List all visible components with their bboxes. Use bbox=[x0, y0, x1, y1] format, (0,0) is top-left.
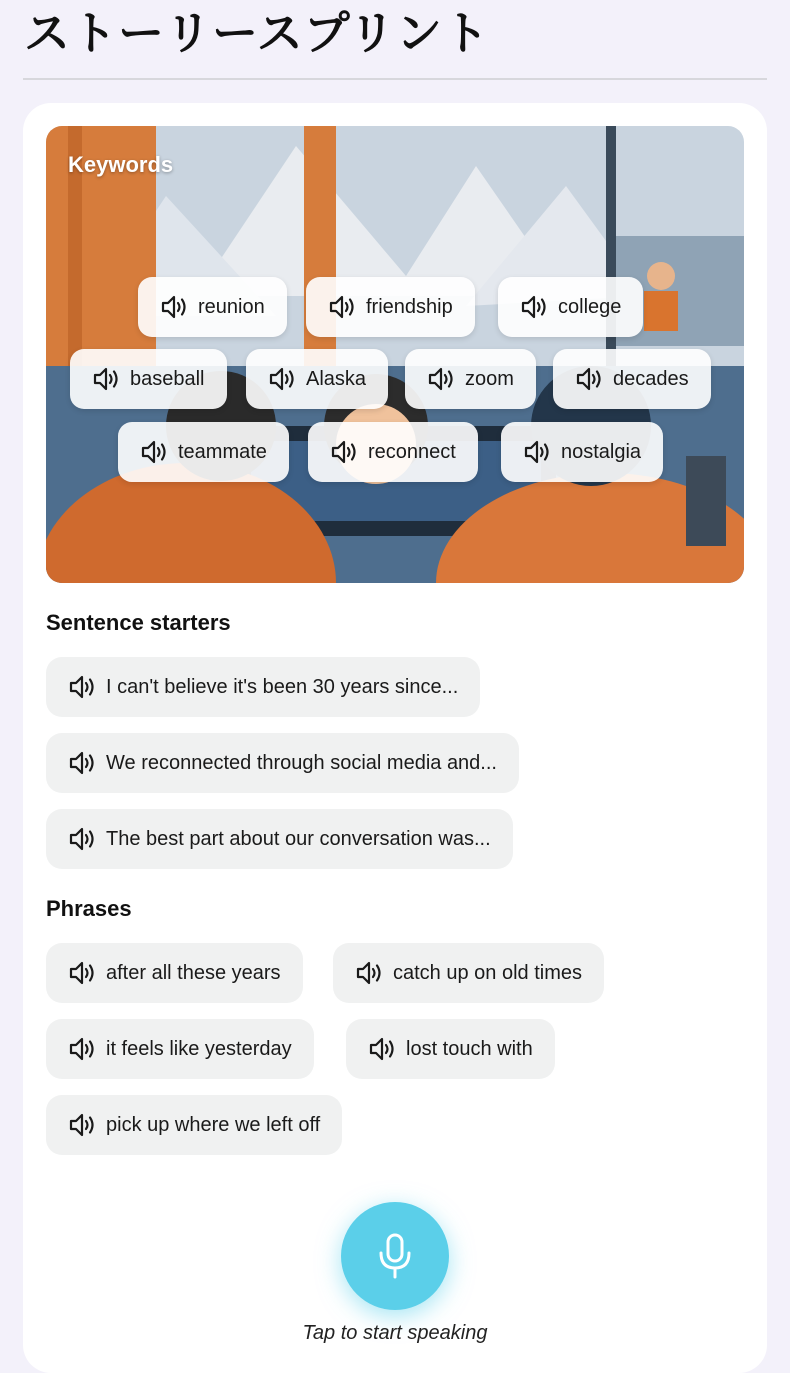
speaker-icon bbox=[355, 960, 385, 986]
keywords-label: Keywords bbox=[68, 152, 174, 177]
phrase-label: pick up where we left off bbox=[106, 1113, 321, 1136]
content-card bbox=[23, 103, 767, 1373]
sentence-starter-label: We reconnected through social media and... bbox=[106, 751, 497, 774]
speaker-icon bbox=[160, 294, 190, 320]
speaker-icon bbox=[68, 826, 98, 852]
keyword-chip[interactable] bbox=[70, 349, 227, 409]
sentence-starter-chip[interactable] bbox=[46, 809, 513, 869]
microphone-icon bbox=[375, 1232, 415, 1280]
phrases-heading: Phrases bbox=[46, 896, 132, 921]
speaker-icon bbox=[575, 366, 605, 392]
keyword-chip[interactable] bbox=[246, 349, 388, 409]
sentence-starter-label: I can't believe it's been 30 years since... bbox=[106, 675, 459, 698]
keyword-chip[interactable] bbox=[308, 422, 478, 482]
keyword-label: baseball bbox=[130, 367, 205, 390]
keyword-label: Alaska bbox=[306, 367, 367, 390]
keyword-chip[interactable] bbox=[498, 277, 643, 337]
phrase-chip[interactable] bbox=[46, 1095, 342, 1155]
keyword-chip[interactable] bbox=[405, 349, 536, 409]
speaker-icon bbox=[92, 366, 122, 392]
sentence-starter-chip[interactable] bbox=[46, 733, 519, 793]
phrase-label: after all these years bbox=[106, 961, 281, 984]
keyword-label: zoom bbox=[465, 367, 514, 390]
keyword-label: nostalgia bbox=[561, 440, 642, 463]
phrase-label: lost touch with bbox=[406, 1037, 533, 1060]
keyword-chip[interactable] bbox=[118, 422, 289, 482]
title-divider bbox=[23, 78, 767, 80]
mic-button[interactable] bbox=[341, 1202, 449, 1310]
keywords-hero bbox=[46, 126, 744, 583]
keyword-label: college bbox=[558, 295, 622, 318]
phrase-label: catch up on old times bbox=[393, 961, 582, 984]
keyword-chip[interactable] bbox=[553, 349, 711, 409]
keyword-label: reconnect bbox=[368, 440, 456, 463]
keyword-label: friendship bbox=[366, 295, 453, 318]
speaker-icon bbox=[427, 366, 457, 392]
speaker-icon bbox=[520, 294, 550, 320]
speaker-icon bbox=[328, 294, 358, 320]
speaker-icon bbox=[68, 674, 98, 700]
sentence-starters-heading: Sentence starters bbox=[46, 610, 231, 635]
sentence-starter-chip[interactable] bbox=[46, 657, 480, 717]
speaker-icon bbox=[268, 366, 298, 392]
speaker-icon bbox=[68, 960, 98, 986]
speaker-icon bbox=[140, 439, 170, 465]
keyword-chip[interactable] bbox=[138, 277, 287, 337]
speaker-icon bbox=[330, 439, 360, 465]
phrase-chip[interactable] bbox=[46, 943, 303, 1003]
speaker-icon bbox=[68, 1036, 98, 1062]
mic-caption: Tap to start speaking bbox=[302, 1322, 488, 1344]
speaker-icon bbox=[523, 439, 553, 465]
keyword-chip[interactable] bbox=[501, 422, 663, 482]
keyword-label: reunion bbox=[198, 295, 265, 318]
phrase-chip[interactable] bbox=[333, 943, 604, 1003]
speaker-icon bbox=[368, 1036, 398, 1062]
speaker-icon bbox=[68, 750, 98, 776]
keyword-chip[interactable] bbox=[306, 277, 475, 337]
phrase-chip[interactable] bbox=[346, 1019, 555, 1079]
sentence-starter-label: The best part about our conversation was... bbox=[106, 827, 491, 850]
phrase-chip[interactable] bbox=[46, 1019, 314, 1079]
keyword-label: teammate bbox=[178, 440, 267, 463]
keyword-label: decades bbox=[613, 367, 689, 390]
page-title: ストーリースプリント bbox=[24, 6, 490, 60]
phrase-label: it feels like yesterday bbox=[106, 1037, 292, 1060]
speaker-icon bbox=[68, 1112, 98, 1138]
